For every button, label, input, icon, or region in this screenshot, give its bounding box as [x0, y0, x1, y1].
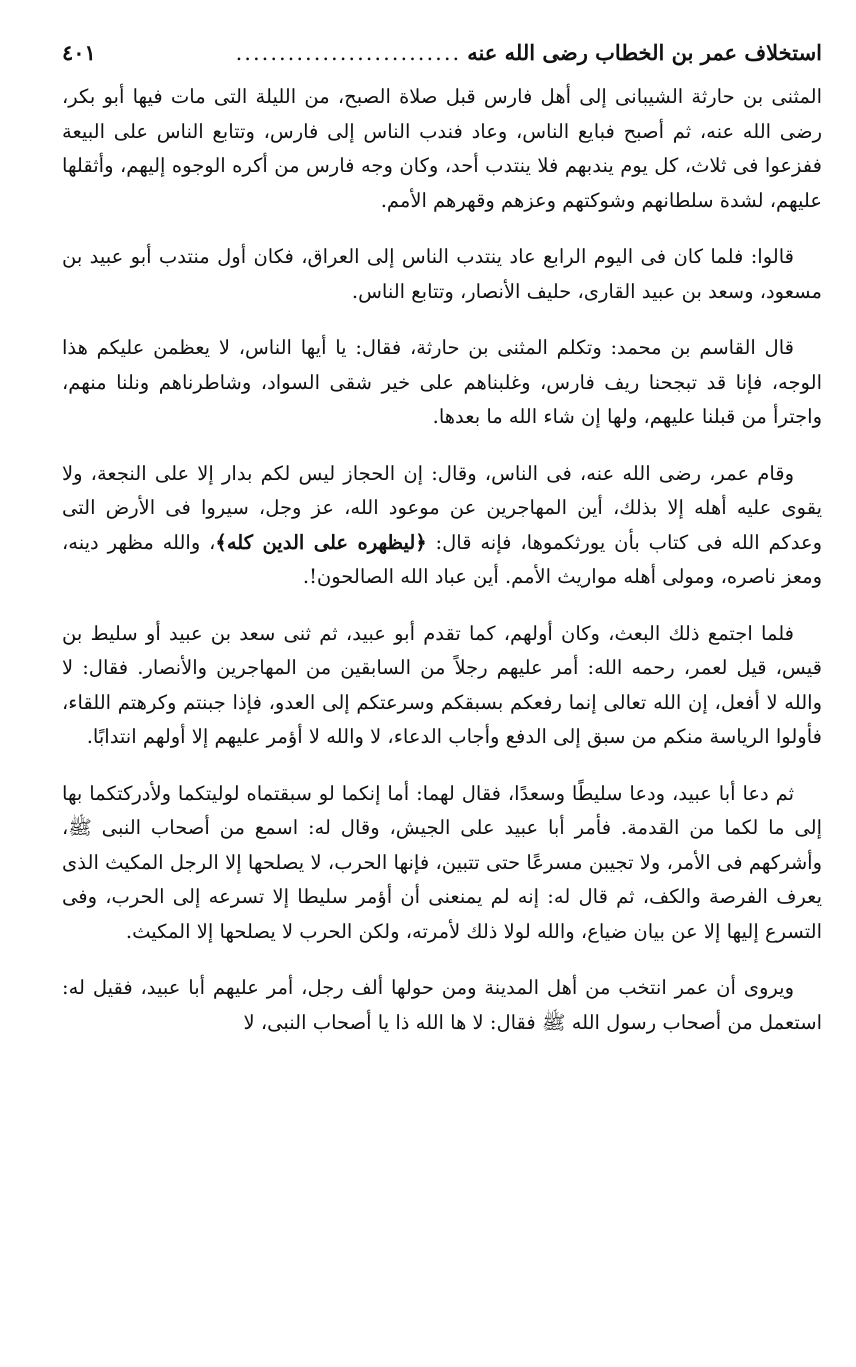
paragraph-4: [62, 457, 822, 595]
book-page: [62, 30, 822, 1350]
paragraph-5: فلما اجتمع ذلك البعث، وكان أولهم، كما تقدم أبو عبيد، ثم ثنى سعد بن عبيد أو سليط بن قيس، قيل لعمر، رحمه الله: أمر عليهم رجلاً من السابقين من المهاجرين والأنصار. فقال: لا والله لا أفعل، إن الله تعالى إنما رفعكم بسبقكم وسرعتكم إلى العدو، فإذا جبنتم وكرهتم اللقاء، فأولوا الرياسة منكم من سبق إلى الدفع وأجاب الدعاء، لا والله لا أؤمر عليهم إلا أولهم انتدابًا.: [62, 621, 822, 748]
paragraph-4-text-after: ، والله مظهر دينه، ومعز ناصره، ومولى أهله مواريث الأمم. أين عباد الله الصالحون!.: [62, 530, 822, 588]
running-header: [62, 30, 822, 76]
paragraph-7: ويروى أن عمر انتخب من أهل المدينة ومن حولها ألف رجل، أمر عليهم أبا عبيد، فقيل له: استعمل من أصحاب رسول الله ﷺ فقال: لا ها الله ذا يا أصحاب النبى، لا: [62, 976, 822, 1034]
paragraph-2: قالوا: فلما كان فى اليوم الرابع عاد ينتدب الناس إلى العراق، فكان أول منتدب أبو عبيد بن مسعود، وسعد بن عبيد القارى، حليف الأنصار، وتتابع الناس.: [62, 245, 822, 303]
paragraph-6: ثم دعا أبا عبيد، ودعا سليطًا وسعدًا، فقال لهما: أما إنكما لو سبقتماه لوليتكما ولأدركتكما بها إلى ما لكما من القدمة. فأمر أبا عبيد على الجيش، وقال له: اسمع من أصحاب النبى ﷺ، وأشركهم فى الأمر، ولا تجيبن مسرعًا حتى تتبين، فإنها الحرب، لا يصلحها إلا الرجل المكيث الذى يعرف الفرصة والكف، ثم قال له: إنه لم يمنعنى أن أؤمر سليطا إلا تسرعه إلى الحرب، وفى التسرع إليها إلا عن بيان ضياع، والله لولا ذلك لأمرته، ولكن الحرب لا يصلحها إلا المكيث.: [62, 781, 822, 943]
page-number: ٤٠١: [62, 40, 96, 65]
body-text: [62, 80, 822, 1040]
header-leader-dots: ..........................: [235, 41, 462, 65]
paragraph-1: المثنى بن حارثة الشيبانى إلى أهل فارس قبل صلاة الصبح، من الليلة التى مات فيها أبو بكر، رضى الله عنه، ثم أصبح فبايع الناس، وعاد فندب الناس إلى فارس، وتتابع الناس على البيعة ففزعوا فى ثلاث، كل يوم يندبهم فلا ينتدب أحد، وكان وجه فارس من أكره الوجوه إليهم، وأثقلها عليهم، لشدة سلطانهم وشوكتهم وعزهم وقهرهم الأمم.: [62, 85, 822, 212]
chapter-title: استخلاف عمر بن الخطاب رضى الله عنه: [467, 40, 822, 65]
quran-quote: ﴿ليظهره على الدين كله﴾: [215, 530, 427, 554]
paragraph-4-text-before: وقام عمر، رضى الله عنه، فى الناس، وقال: إن الحجاز ليس لكم بدار إلا على النجعة، ولا يقوى عليه أهله إلا بذلك، أين المهاجرين عن موعود الله، عز وجل، سيروا فى الأرض التى وعدكم الله فى كتاب بأن يورثكموها، فإنه قال:: [62, 461, 822, 554]
paragraph-3: قال القاسم بن محمد: وتكلم المثنى بن حارثة، فقال: يا أيها الناس، لا يعظمن عليكم هذا الوجه، فإنا قد تبجحنا ريف فارس، وغلبناهم على خير شقى السواد، وشاطرناهم ونلنا منهم، واجترأ من قبلنا عليهم، ولها إن شاء الله ما بعدها.: [62, 336, 822, 428]
